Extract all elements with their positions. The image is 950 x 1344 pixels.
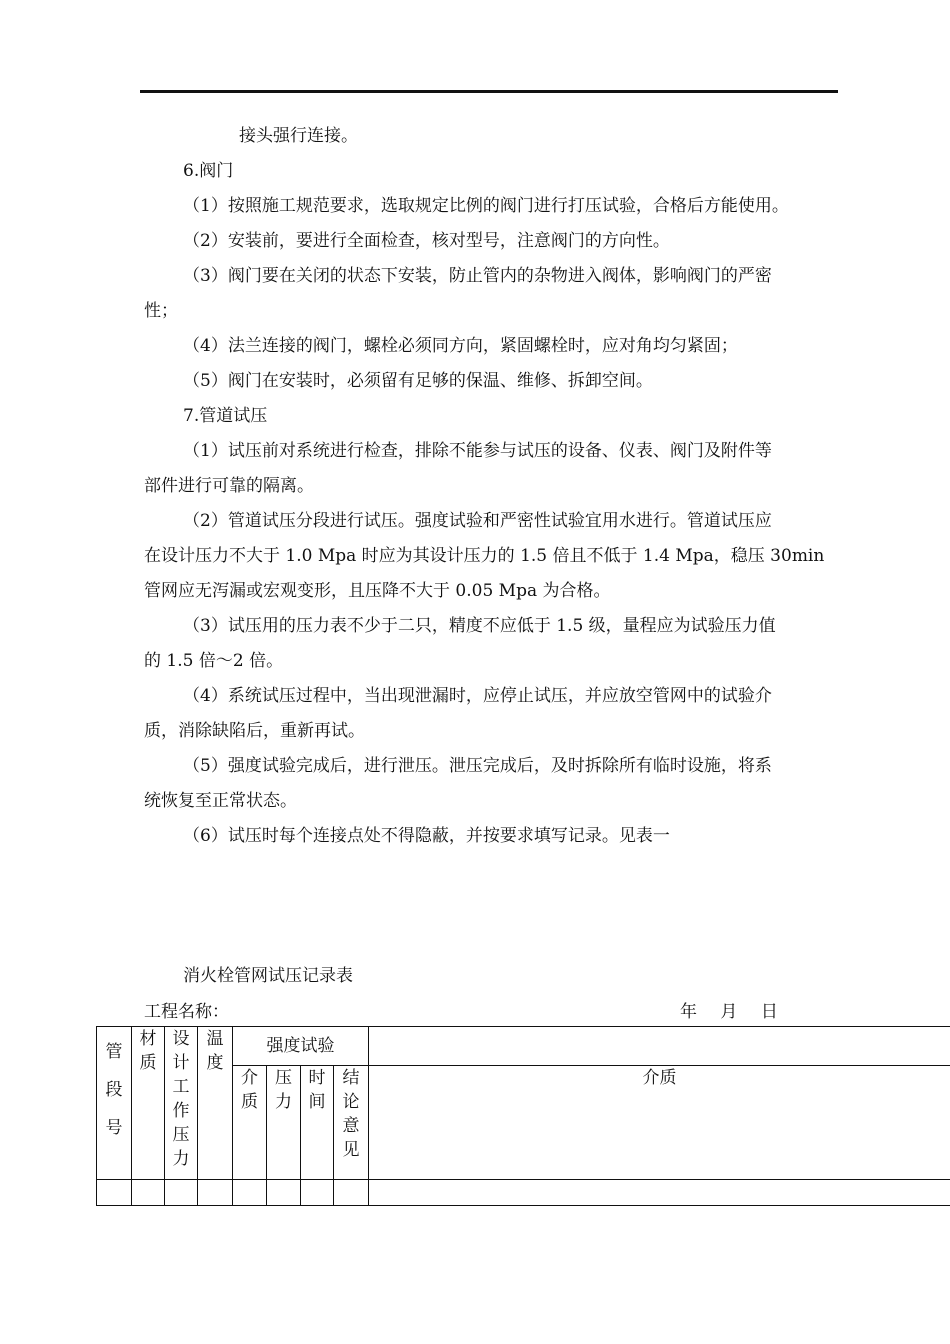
body-line: （2）安装前，要进行全面检查，核对型号，注意阀门的方向性。	[183, 231, 670, 251]
header-rule	[140, 90, 838, 93]
body-line: 接头强行连接。	[239, 126, 358, 146]
body-line: （2）管道试压分段进行试压。强度试验和严密性试验宜用水进行。管道试压应	[183, 511, 772, 531]
cell-material[interactable]	[132, 1180, 165, 1206]
body-line: 质，消除缺陷后，重新再试。	[144, 721, 365, 741]
cell-tightness[interactable]	[369, 1180, 950, 1206]
body-line: 统恢复至正常状态。	[144, 791, 297, 811]
cell-design-pressure[interactable]	[165, 1180, 198, 1206]
body-line: 的 1.5 倍～2 倍。	[144, 651, 284, 671]
body-line: （5）阀门在安装时，必须留有足够的保温、维修、拆卸空间。	[183, 371, 653, 391]
cell-segment[interactable]	[97, 1180, 132, 1206]
cell-pressure[interactable]	[267, 1180, 301, 1206]
header-tightness-test	[369, 1027, 950, 1066]
date-month: 月	[720, 1002, 738, 1022]
body-line: （1）试压前对系统进行检查，排除不能参与试压的设备、仪表、阀门及附件等	[183, 441, 772, 461]
body-line: （6）试压时每个连接点处不得隐蔽，并按要求填写记录。见表一	[183, 826, 670, 846]
body-line: （5）强度试验完成后，进行泄压。泄压完成后，及时拆除所有临时设施，将系	[183, 756, 772, 776]
body-line: 6.阀门	[183, 161, 234, 181]
date-fields	[680, 1002, 796, 1022]
header-time: 时间	[301, 1066, 334, 1180]
cell-temperature[interactable]	[198, 1180, 233, 1206]
header-pressure: 压力	[267, 1066, 301, 1180]
body-line: 在设计压力不大于 1.0 Mpa 时应为其设计压力的 1.5 倍且不低于 1.4 Mpa，稳压 30min	[144, 546, 825, 566]
header-conclusion: 结论意见	[334, 1066, 369, 1180]
table-row	[97, 1180, 950, 1206]
cell-conclusion[interactable]	[334, 1180, 369, 1206]
body-line: 部件进行可靠的隔离。	[144, 476, 314, 496]
table-title: 消火栓管网试压记录表	[183, 966, 353, 986]
header-temperature: 温度	[198, 1027, 233, 1180]
body-line: （4）系统试压过程中，当出现泄漏时，应停止试压，并应放空管网中的试验介	[183, 686, 772, 706]
body-line: （3）阀门要在关闭的状态下安装，防止管内的杂物进入阀体，影响阀门的严密	[183, 266, 772, 286]
body-line: 性；	[144, 301, 178, 321]
header-segment: 管段号	[97, 1027, 132, 1180]
body-line: （3）试压用的压力表不少于二只，精度不应低于 1.5 级，量程应为试验压力值	[183, 616, 776, 636]
body-line: 7.管道试压	[183, 406, 268, 426]
header-medium-tightness: 介质	[369, 1066, 950, 1180]
pressure-test-record-table	[96, 1026, 950, 1206]
cell-time[interactable]	[301, 1180, 334, 1206]
body-line: （4）法兰连接的阀门，螺栓必须同方向，紧固螺栓时，应对角均匀紧固；	[183, 336, 738, 356]
header-material: 材质	[132, 1027, 165, 1180]
project-name-label: 工程名称：	[144, 1002, 229, 1022]
body-line: （1）按照施工规范要求，选取规定比例的阀门进行打压试验，合格后方能使用。	[183, 196, 789, 216]
date-year: 年	[680, 1002, 697, 1022]
body-line: 管网应无泻漏或宏观变形，且压降不大于 0.05 Mpa 为合格。	[144, 581, 611, 601]
header-strength-test: 强度试验	[233, 1027, 369, 1066]
cell-medium[interactable]	[233, 1180, 267, 1206]
header-design-pressure: 设计工作压力	[165, 1027, 198, 1180]
header-medium: 介质	[233, 1066, 267, 1180]
date-day: 日	[760, 1002, 778, 1022]
